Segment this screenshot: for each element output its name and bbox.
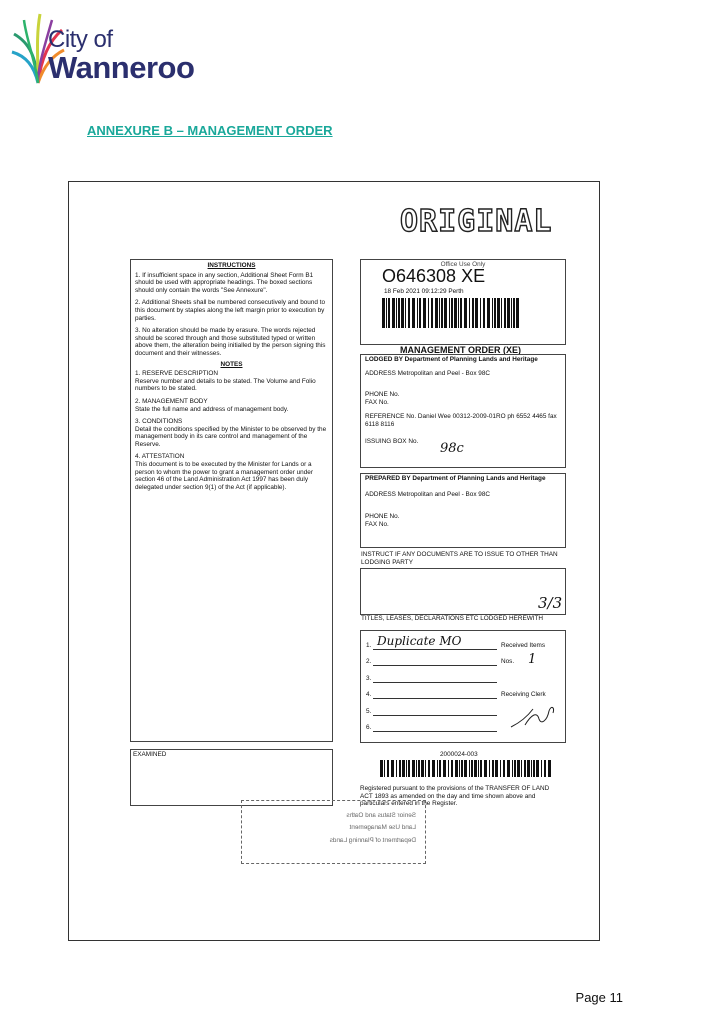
barcode-bar <box>500 760 501 777</box>
lodged-reference: REFERENCE No. Daniel Wee 00312-2009-01RO ph 6552 4465 fax 6118 8116 <box>365 413 557 428</box>
barcode-bar <box>412 298 415 328</box>
document-number: O646308 XE <box>382 266 486 286</box>
barcode-bar <box>391 760 394 777</box>
management-order-title: MANAGEMENT ORDER (XE) <box>400 345 521 355</box>
barcode-bar <box>494 298 496 328</box>
barcode-bar <box>435 298 438 328</box>
mirror-line-3: Department of Planning Lands <box>329 837 416 844</box>
barcode-bar <box>405 298 406 328</box>
barcode-bar <box>541 760 542 777</box>
note-3-title: 3. CONDITIONS <box>135 418 183 426</box>
barcode-bottom <box>380 760 552 777</box>
clerk-signature <box>509 701 559 731</box>
barcode-bar <box>460 298 462 328</box>
prepared-address: ADDRESS Metropolitan and Peel - Box 98C <box>365 490 491 498</box>
barcode-bar <box>386 298 387 328</box>
instruction-1: 1. If insufficient space in any section, Additional Sheet Form B1 should be used with appropriate headings. The boxed sections should only contain the words "See Annexure". <box>135 271 314 294</box>
titles-row-3-num: 3. <box>366 675 372 682</box>
barcode-bar <box>421 760 424 777</box>
barcode-bar <box>406 760 407 777</box>
barcode-bar <box>464 760 467 777</box>
barcode-bar <box>380 760 383 777</box>
barcode-bar <box>495 760 498 777</box>
barcode-bar <box>474 760 477 777</box>
barcode-bar <box>521 760 522 777</box>
titles-row-1-side: Received Items <box>501 642 546 649</box>
barcode-bar <box>431 298 433 328</box>
lodged-address: ADDRESS Metropolitan and Peel - Box 98C <box>365 369 491 377</box>
barcode-bar <box>513 298 515 328</box>
mirror-line-1: Senior Status and Oaths <box>346 812 416 819</box>
barcode-bar <box>511 298 512 328</box>
barcode-bar <box>516 298 519 328</box>
barcode-bar <box>484 760 487 777</box>
barcode-bar <box>398 298 400 328</box>
barcode-bar <box>401 298 404 328</box>
logo-line2: Wanneroo <box>48 50 195 85</box>
barcode-bar <box>469 298 470 328</box>
barcode-bar <box>451 760 453 777</box>
titles-row-1-num: 1. <box>366 642 372 649</box>
titles-row-4-side: Receiving Clerk <box>501 691 546 698</box>
barcode-bar <box>392 298 395 328</box>
titles-row-3-line <box>373 682 497 683</box>
titles-row-2-num: 2. <box>366 658 372 665</box>
barcode-number: 2000024-003 <box>440 751 478 758</box>
bleed-through-box <box>241 800 426 864</box>
note-1-title: 1. RESERVE DESCRIPTION <box>135 370 218 378</box>
issuing-box-value: 98c <box>440 441 464 456</box>
barcode-bar <box>480 298 481 328</box>
lodged-phone: PHONE No. <box>365 391 400 399</box>
barcode-bar <box>458 298 459 328</box>
barcode-bar <box>455 760 458 777</box>
barcode-bar <box>441 298 443 328</box>
barcode-bar <box>459 760 460 777</box>
barcode-bar <box>416 760 417 777</box>
barcode-bar <box>439 760 441 777</box>
barcode-bar <box>382 298 385 328</box>
titles-row-1-line <box>373 649 497 650</box>
instructions-heading: INSTRUCTIONS <box>207 262 256 269</box>
barcode-bar <box>480 760 482 777</box>
titles-row-4-line <box>373 698 497 699</box>
barcode-bar <box>402 760 405 777</box>
barcode-bar <box>396 298 397 328</box>
instructions-box <box>130 259 333 742</box>
barcode-bar <box>396 760 397 777</box>
barcode-bar <box>514 760 516 777</box>
logo-line1: City of <box>48 26 113 53</box>
barcode-bar <box>489 760 490 777</box>
barcode-top <box>382 298 520 328</box>
prepared-phone: PHONE No. <box>365 513 400 521</box>
barcode-bar <box>384 760 385 777</box>
barcode-bar <box>475 298 478 328</box>
barcode-bar <box>507 298 510 328</box>
barcode-bar <box>443 760 446 777</box>
instruct-value: 3/3 <box>538 594 563 612</box>
barcode-bar <box>432 760 435 777</box>
titles-row-6-line <box>373 731 497 732</box>
issuing-box-label: ISSUING BOX No. <box>365 437 419 445</box>
barcode-bar <box>504 298 506 328</box>
prepared-by: PREPARED BY Department of Planning Lands and Heritage <box>365 475 546 482</box>
titles-row-5-line <box>373 715 497 716</box>
barcode-bar <box>517 760 520 777</box>
lodged-fax: FAX No. <box>365 398 389 406</box>
barcode-bar <box>408 298 410 328</box>
barcode-bar <box>492 298 493 328</box>
note-4-text: This document is to be executed by the Minister for Lands or a person to whom the power to grant a management order under section 46 of the Land Administration Act 1997 has been duly delegated under section 9(1) of the Act (if applicable). <box>135 461 313 491</box>
barcode-bar <box>472 298 474 328</box>
note-1-text: Reserve number and details to be stated. The Volume and Folio numbers to be stated. <box>135 377 316 393</box>
instruction-2: 2. Additional Sheets shall be numbered consecutively and bound to this document by staples along the left margin prior to execution by parties. <box>135 299 326 322</box>
barcode-bar <box>419 298 421 328</box>
registered-text: Registered pursuant to the provisions of the TRANSFER OF LAND ACT 1893 as amended on the day and time shown above and particulars entered in the Register. <box>360 785 550 808</box>
examined-label: EXAMINED <box>133 751 167 758</box>
barcode-bar <box>399 760 401 777</box>
office-use-label: Office Use Only <box>440 261 486 268</box>
barcode-bar <box>449 298 450 328</box>
barcode-bar <box>548 760 551 777</box>
barcode-bar <box>423 298 426 328</box>
barcode-bar <box>425 760 426 777</box>
barcode-bar <box>524 760 526 777</box>
prepared-fax: FAX No. <box>365 520 389 528</box>
barcode-bar <box>428 298 429 328</box>
nos-value: 1 <box>528 652 537 667</box>
note-4-title: 4. ATTESTATION <box>135 453 185 461</box>
titles-row-4-num: 4. <box>366 691 372 698</box>
barcode-bar <box>417 298 418 328</box>
barcode-bar <box>487 298 490 328</box>
document-timestamp: 18 Feb 2021 09:12:29 Perth <box>384 288 464 295</box>
barcode-bar <box>503 760 505 777</box>
barcode-bar <box>461 760 463 777</box>
barcode-bar <box>471 760 473 777</box>
barcode-bar <box>544 760 546 777</box>
titles-row-5-num: 5. <box>366 708 372 715</box>
barcode-bar <box>478 760 479 777</box>
barcode-bar <box>536 760 539 777</box>
annexure-title: ANNEXURE B – MANAGEMENT ORDER <box>87 123 333 138</box>
barcode-bar <box>412 760 415 777</box>
barcode-bar <box>439 298 440 328</box>
barcode-bar <box>444 298 447 328</box>
barcode-bar <box>428 760 430 777</box>
barcode-bar <box>512 760 513 777</box>
page-number: Page 11 <box>575 990 623 1005</box>
barcode-bar <box>454 298 457 328</box>
barcode-bar <box>418 760 420 777</box>
barcode-bar <box>483 298 485 328</box>
barcode-bar <box>464 298 467 328</box>
barcode-bar <box>492 760 494 777</box>
original-stamp: ORIGINAL <box>400 204 553 239</box>
titles-row-1-value: Duplicate MO <box>377 634 462 648</box>
examined-box <box>130 749 333 806</box>
titles-box <box>360 630 566 743</box>
barcode-bar <box>469 760 470 777</box>
barcode-bar <box>451 298 453 328</box>
barcode-bar <box>527 760 530 777</box>
mirror-line-2: Land Use Management <box>349 824 416 831</box>
instruct-label: INSTRUCT IF ANY DOCUMENTS ARE TO ISSUE TO OTHER THAN LODGING PARTY <box>361 551 558 566</box>
titles-row-6-num: 6. <box>366 724 372 731</box>
barcode-bar <box>388 298 390 328</box>
note-2-title: 2. MANAGEMENT BODY <box>135 397 208 405</box>
prepared-box <box>360 473 566 548</box>
note-3-text: Detail the conditions specified by the Minister to be observed by the management body in its care control and management of the Reserve. <box>135 425 327 448</box>
note-2-text: State the full name and address of management body. <box>135 405 289 413</box>
barcode-bar <box>437 760 438 777</box>
barcode-bar <box>533 760 535 777</box>
barcode-bar <box>448 760 449 777</box>
instruct-box <box>360 568 566 615</box>
titles-label: TITLES, LEASES, DECLARATIONS ETC LODGED HEREWITH <box>361 615 544 622</box>
barcode-bar <box>497 298 500 328</box>
titles-row-2-side: Nos. <box>501 658 515 665</box>
barcode-bar <box>507 760 510 777</box>
barcode-bar <box>408 760 410 777</box>
notes-heading: NOTES <box>220 360 243 368</box>
barcode-bar <box>531 760 532 777</box>
barcode-bar <box>501 298 502 328</box>
lodged-by: LODGED BY Department of Planning Lands and Heritage <box>365 356 538 363</box>
barcode-bar <box>387 760 389 777</box>
instruction-3: 3. No alteration should be made by erasure. The words rejected should be scored through and those substituted typed or written above them, the alteration being initialled by the person signing this document and their witnesses. <box>135 327 326 357</box>
titles-row-2-line <box>373 665 497 666</box>
